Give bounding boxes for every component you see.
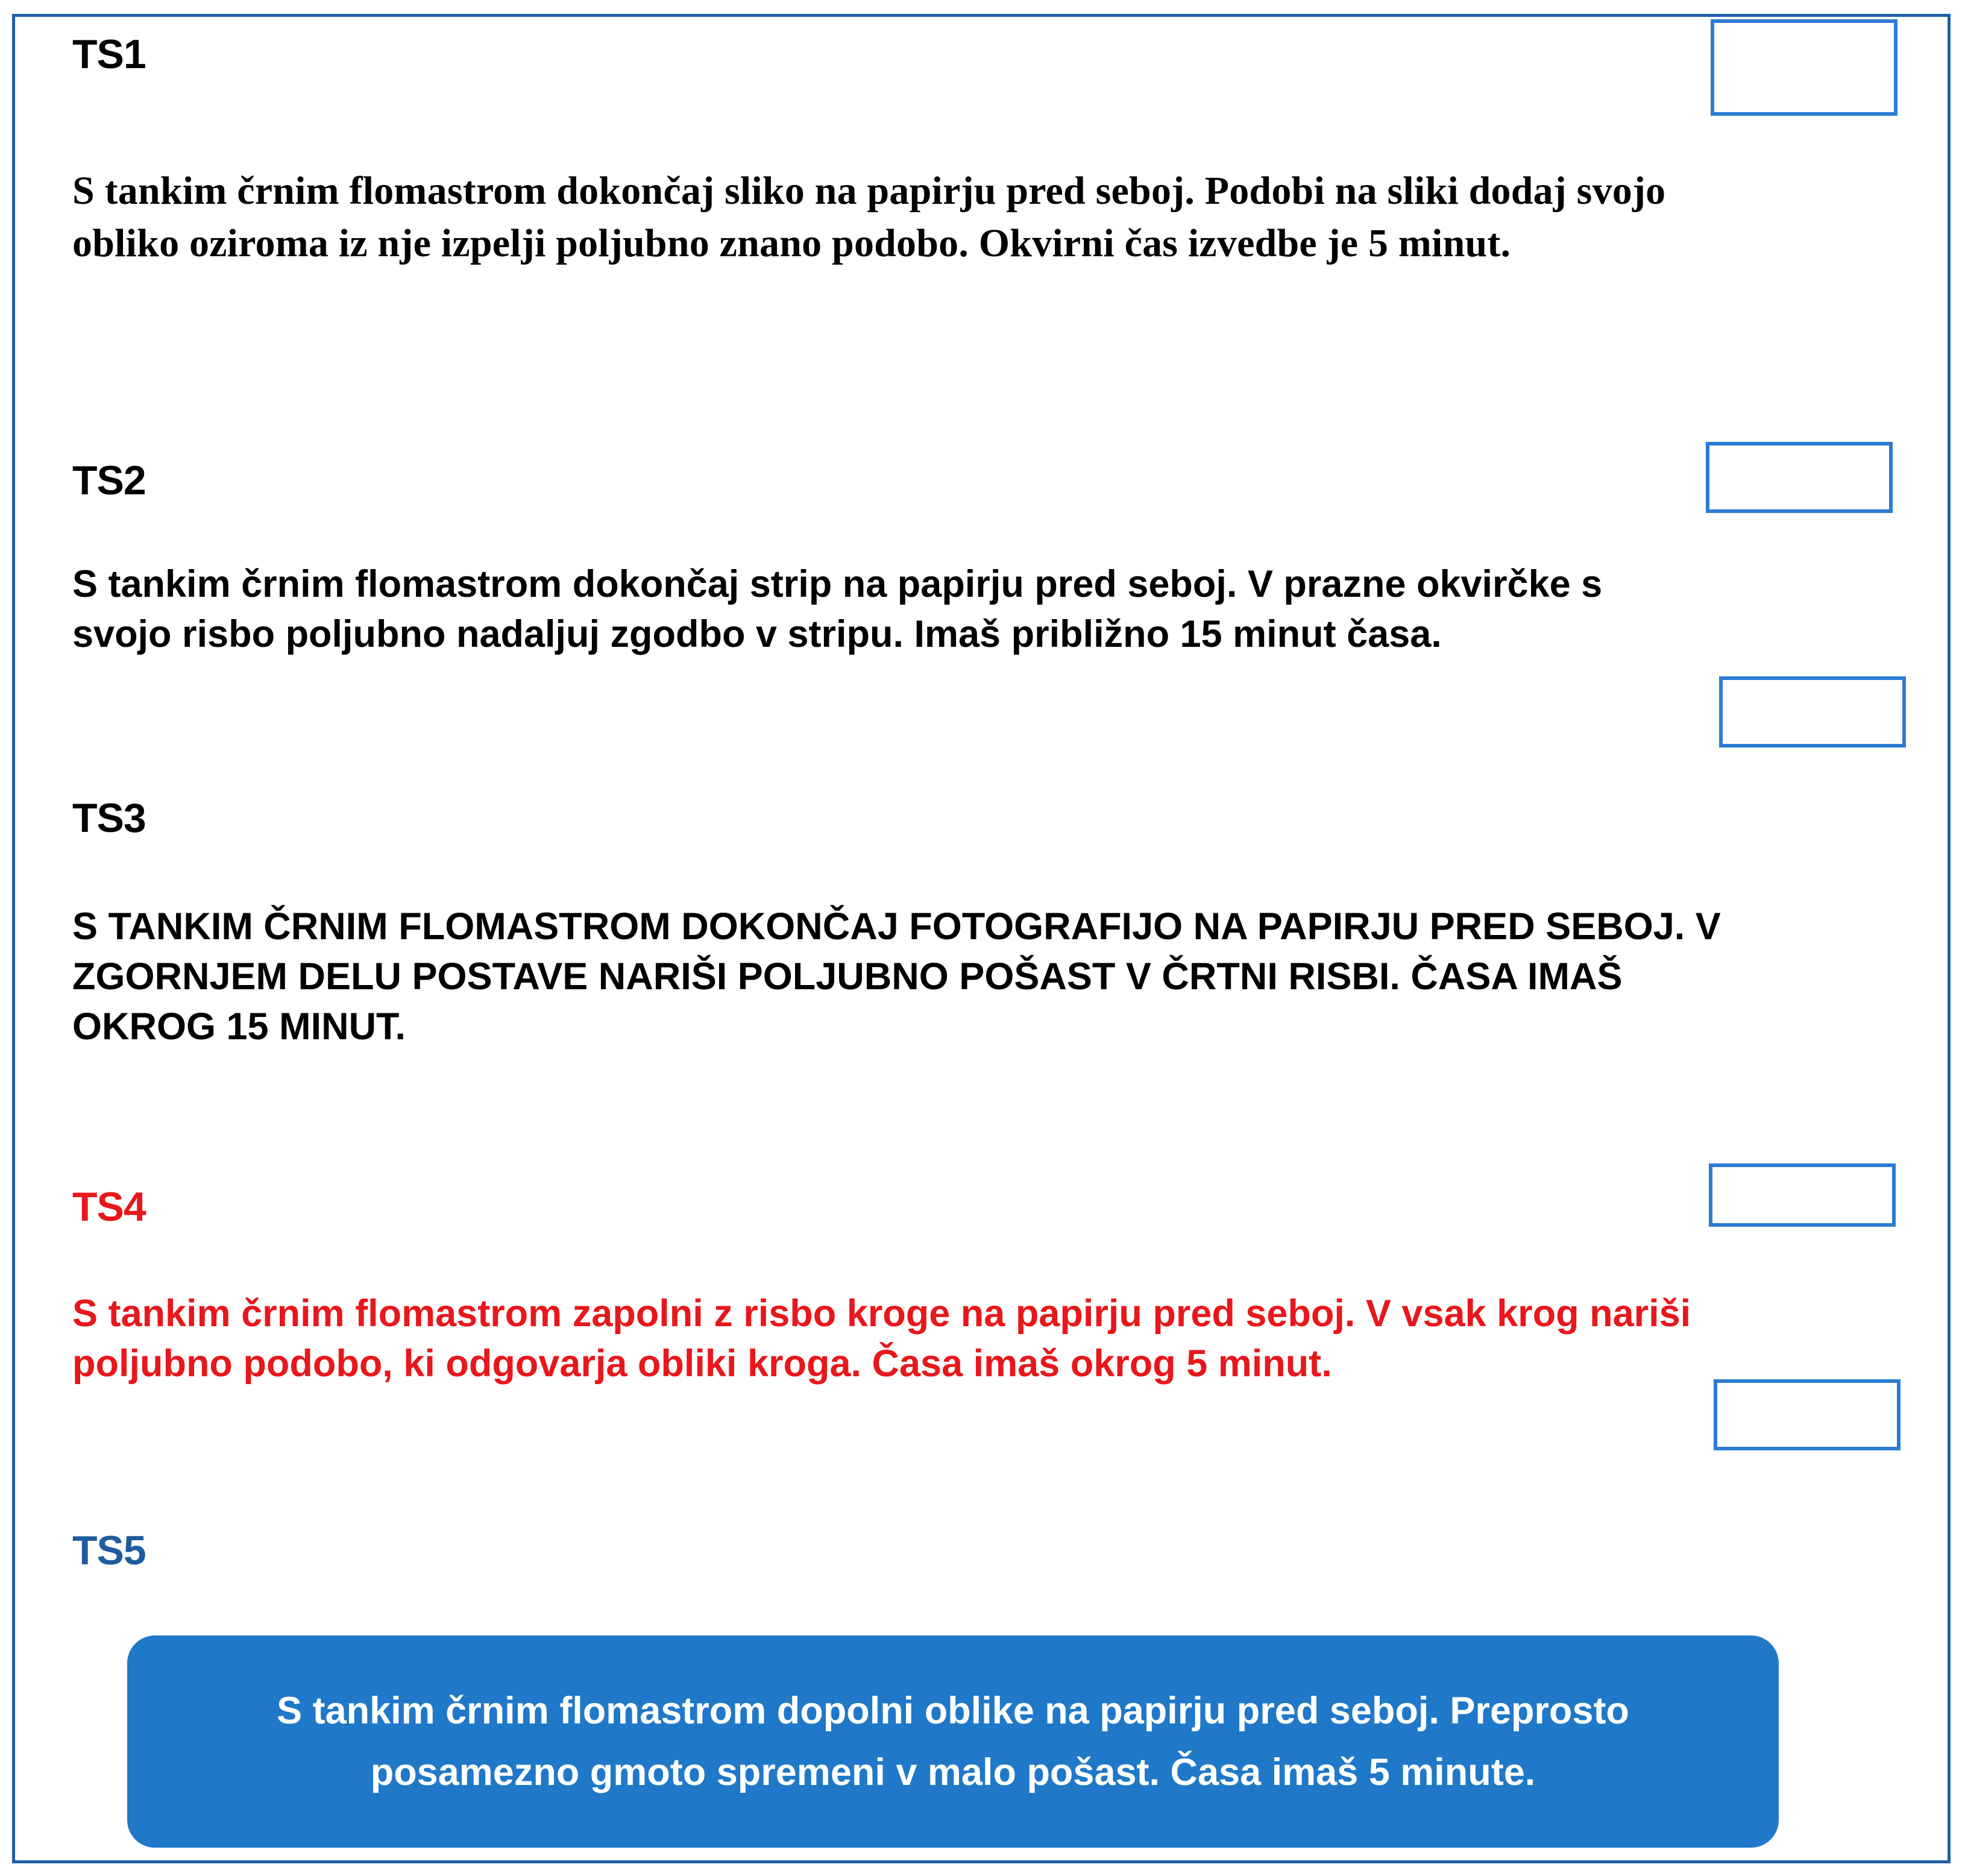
task-body-ts3: S TANKIM ČRNIM FLOMASTROM DOKONČAJ FOTOGRAFIJO NA PAPIRJU PRED SEBOJ. V ZGORNJEM DELU POSTAVE NARIŠI POLJUBNO POŠAST V ČRTNI RISBI. ČASA IMAŠ OKROG 15 MINUT. [72, 905, 1721, 1048]
task-heading-ts1: TS1 [72, 31, 146, 77]
task-heading-ts3: TS3 [72, 795, 146, 841]
task-body-ts2: S tankim črnim flomastrom dokončaj strip na papirju pred seboj. V prazne okvirčke s svojo risbo poljubno nadaljuj zgodbo v stripu. Imaš približno 15 minut časa. [72, 563, 1603, 656]
document-border-frame [12, 14, 1951, 1863]
answer-box-ts2[interactable] [1706, 442, 1893, 513]
task-heading-ts2: TS2 [72, 458, 146, 503]
task-body-ts1: S tankim črnim flomastrom dokončaj sliko na papirju pred seboj. Podobi na sliki dodaj svojo obliko oziroma iz nje izpelji poljubno znano podobo. Okvirni čas izvedbe je 5 minut. [72, 169, 1666, 266]
answer-box-ts1[interactable] [1711, 19, 1897, 116]
answer-box-ts5[interactable] [1714, 1379, 1901, 1450]
task-heading-ts4: TS4 [72, 1184, 146, 1230]
task-body-ts4: S tankim črnim flomastrom zapolni z risbo kroge na papirju pred seboj. V vsak krog nariši poljubno podobo, ki odgovarja obliki kroga. Časa imaš okrog 5 minut. [72, 1292, 1691, 1385]
task-heading-ts5: TS5 [72, 1528, 146, 1573]
task-callout-ts5-text: S tankim črnim flomastrom dopolni oblike na papirju pred seboj. Preprosto posamezno gmoto spremeni v malo pošast. Časa imaš 5 minute. [277, 1689, 1629, 1793]
answer-box-ts4[interactable] [1709, 1163, 1896, 1227]
answer-box-ts3[interactable] [1719, 676, 1906, 748]
task-callout-ts5[interactable] [127, 1635, 1779, 1848]
